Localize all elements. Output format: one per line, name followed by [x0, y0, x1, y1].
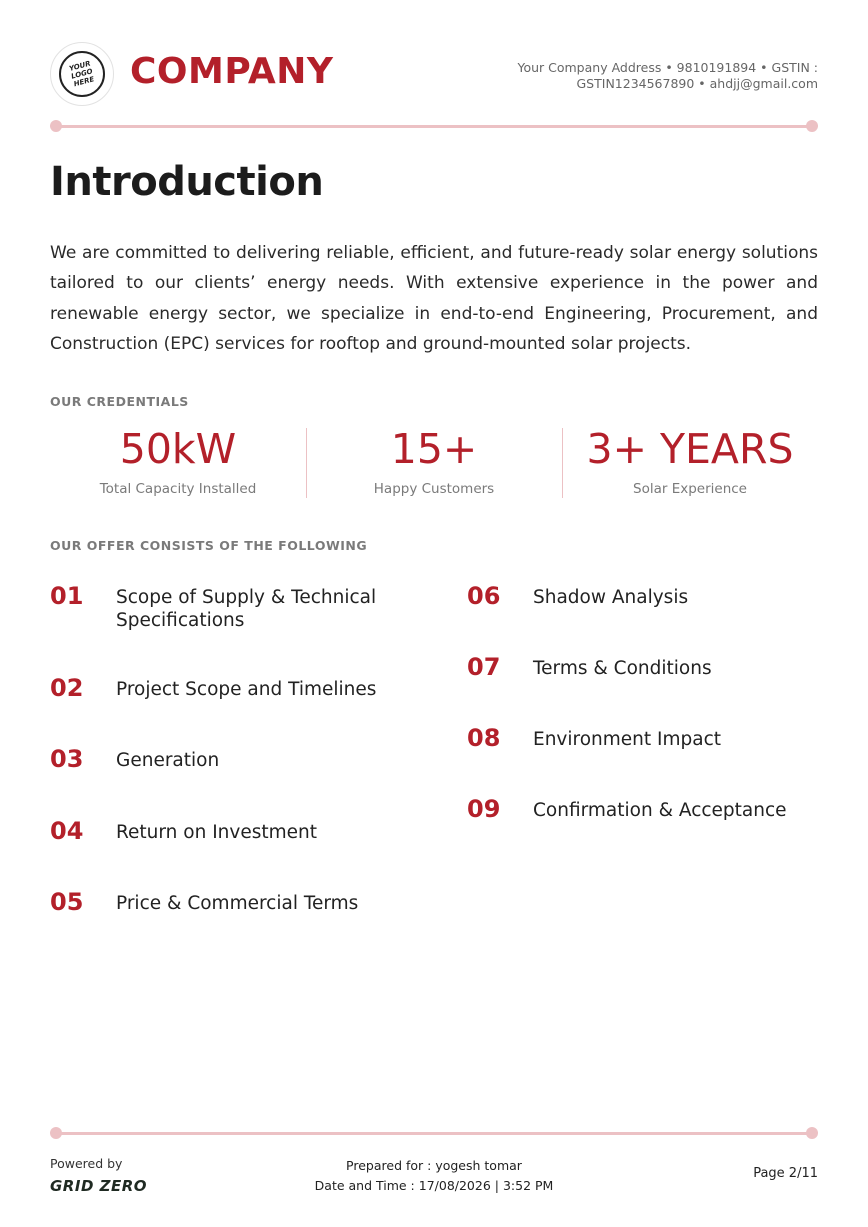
powered-by	[50, 1156, 147, 1195]
stat-label: Solar Experience	[633, 481, 747, 497]
stat-value: 15+	[390, 425, 478, 473]
offer-number: 08	[467, 724, 501, 752]
stat-label: Happy Customers	[373, 481, 495, 497]
date-time: Date and Time : 17/08/2026 | 3:52 PM	[314, 1178, 554, 1193]
offer-text: Generation	[116, 750, 220, 771]
credentials-stats	[50, 424, 818, 504]
offer-number: 07	[467, 653, 501, 681]
company-name: COMPANY	[130, 51, 334, 92]
offer-label: OUR OFFER CONSISTS OF THE FOLLOWING	[50, 538, 368, 553]
brand-logo: GRID ZERO	[50, 1177, 148, 1195]
offer-text: Return on Investment	[116, 822, 317, 843]
page-number: Page 2/11	[753, 1166, 818, 1181]
offer-number: 05	[50, 888, 84, 916]
prepared-info	[284, 1156, 584, 1196]
credentials-label: OUR CREDENTIALS	[50, 394, 189, 409]
intro-paragraph: We are committed to delivering reliable, efficient, and future-ready solar energy solutions tailored to our clients’ energy needs. With extensive experience in the power and renewable energy sector, we specialize in end-to-end Engineering, Procurement, and Construction (EPC) services for rooftop and ground-mounted solar projects.	[50, 243, 818, 355]
offer-number: 04	[50, 817, 84, 845]
contact-line-1: Your Company Address • 9810191894 • GSTIN :	[517, 60, 818, 75]
offer-text: Scope of Supply & Technical Specifications	[116, 587, 377, 631]
offer-number: 09	[467, 795, 501, 823]
contact-line-2: GSTIN1234567890 • ahdjj@gmail.com	[576, 76, 818, 91]
offer-number: 06	[467, 582, 501, 610]
offer-text: Price & Commercial Terms	[116, 893, 359, 914]
offer-number: 01	[50, 582, 84, 610]
offer-number: 02	[50, 674, 84, 702]
stat-customers	[306, 424, 562, 504]
offer-text: Shadow Analysis	[533, 587, 689, 608]
prepared-for: Prepared for : yogesh tomar	[346, 1158, 522, 1173]
header	[50, 42, 818, 108]
company-logo	[50, 42, 114, 106]
footer-divider	[50, 1127, 818, 1139]
offer-text: Confirmation & Acceptance	[533, 800, 787, 821]
offer-text: Environment Impact	[533, 729, 721, 750]
stat-label: Total Capacity Installed	[99, 481, 257, 497]
stat-value: 50kW	[119, 425, 237, 473]
logo-placeholder-text: YOUR LOGO HERE	[68, 59, 96, 89]
stat-value: 3+ YEARS	[586, 425, 794, 473]
offer-text: Project Scope and Timelines	[116, 679, 377, 700]
offer-number: 03	[50, 745, 84, 773]
stat-experience	[562, 424, 818, 504]
page-title: Introduction	[50, 159, 324, 205]
offer-text: Terms & Conditions	[533, 658, 712, 679]
powered-by-label: Powered by	[50, 1156, 123, 1171]
header-divider	[50, 120, 818, 132]
company-contact	[458, 60, 818, 92]
stat-capacity	[50, 424, 306, 504]
